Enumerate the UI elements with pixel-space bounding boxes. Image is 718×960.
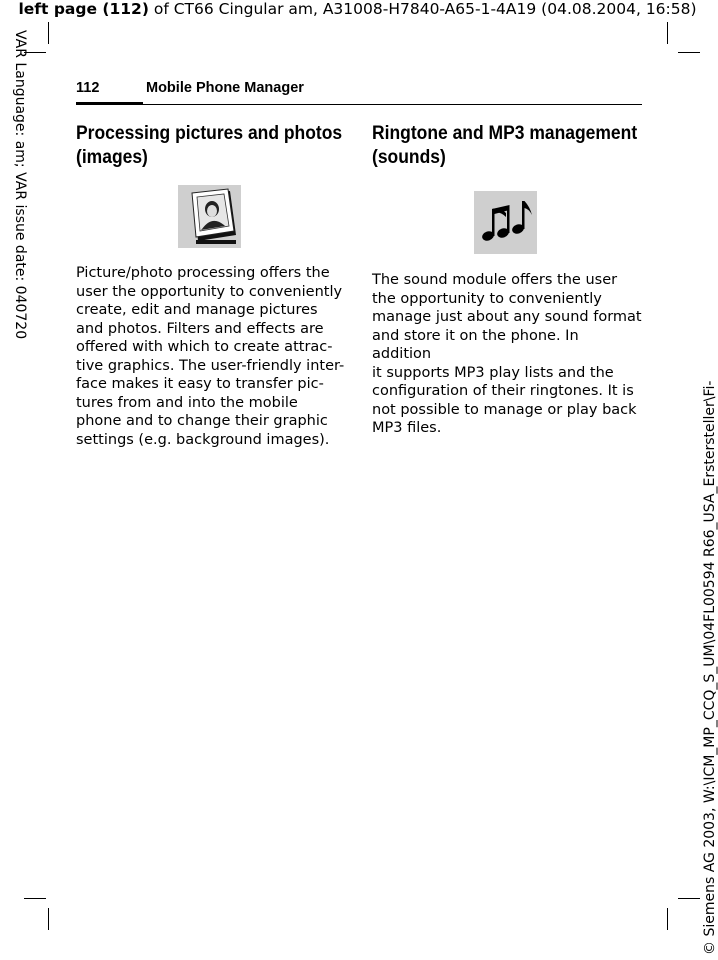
side-copyright-info: © Siemens AG 2003, W:\ICM_MP_CCQ_S_UM\04FL00594 R66_USA_Erstersteller\Fi- [702,380,718,955]
sounds-heading-line1: Ringtone and MP3 management [372,123,638,144]
music-notes-icon [474,191,537,254]
header-rule-thin [143,104,642,105]
sounds-body-line: and store it on the phone. In addition [372,327,579,362]
images-body-line: and photos. Filters and effects are [76,320,324,337]
sounds-section [372,122,642,436]
sounds-body [372,271,642,438]
crop-mark [667,908,668,930]
document-info-page: left page (112) [18,0,149,18]
images-body-line: create, edit and manage pictures [76,302,318,318]
sounds-body-line: it supports MP3 play lists and the [372,364,614,381]
images-body-line: Picture/photo processing offers the [76,265,330,281]
crop-mark [667,22,668,44]
crop-mark [678,898,700,899]
sounds-body-line: configuration of their ringtones. It is [372,383,634,399]
images-body-line: face makes it easy to transfer pic- [76,376,324,392]
sounds-heading [372,122,648,170]
document-info-rest: of CT66 Cingular am, A31008-H7840-A65-1-4A19 (04.08.2004, 16:58) [148,0,697,18]
images-body-line: offered with which to create attrac- [76,339,333,355]
crop-mark [48,22,49,44]
crop-mark [678,52,700,53]
photo-portrait-icon [178,185,241,248]
images-heading-line2: (images) [76,147,148,168]
side-language-info: VAR Language: am; VAR issue date: 040720 [12,30,28,340]
header-rule-thick [76,102,143,105]
sounds-heading-line2: (sounds) [372,147,446,168]
images-body-line: settings (e.g. background images). [76,431,330,448]
crop-mark [48,908,49,930]
page-header [76,80,642,106]
images-section [76,122,346,448]
images-body-line: tures from and into the mobile [76,394,298,411]
sounds-body-line: not possible to manage or play back [372,401,637,418]
sounds-body-line: manage just about any sound format [372,309,642,325]
images-body-line: tive graphics. The user-friendly inter- [76,357,345,374]
sounds-body-line: The sound module offers the user [372,272,618,288]
sounds-body-line: MP3 files. [372,420,442,436]
page-number: 112 [76,80,100,96]
crop-mark [24,898,46,899]
page-title: Mobile Phone Manager [146,80,304,96]
sounds-body-line: the opportunity to conveniently [372,290,602,307]
images-heading [76,122,352,170]
document-info-line [0,0,715,18]
images-body [76,264,351,449]
images-heading-line1: Processing pictures and photos [76,123,343,144]
images-body-line: phone and to change their graphic [76,413,328,429]
images-body-line: user the opportunity to conveniently [76,283,343,300]
